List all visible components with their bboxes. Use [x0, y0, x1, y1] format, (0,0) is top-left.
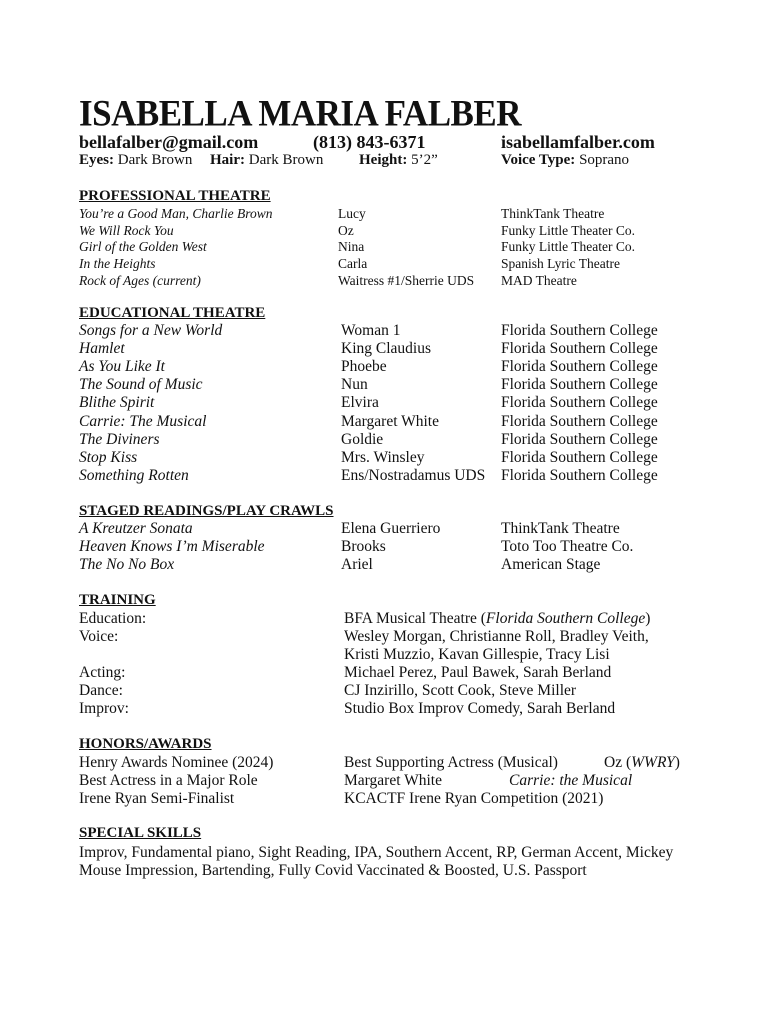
credit-show: A Kreutzer Sonata [79, 520, 193, 537]
eyes-label: Eyes: [79, 152, 114, 168]
training-value: CJ Inzirillo, Scott Cook, Steve Miller [344, 682, 577, 699]
section-heading-honors: HONORS/AWARDS [79, 736, 212, 752]
section-heading-training: TRAINING [79, 592, 156, 608]
email-link[interactable]: bellafalber@gmail.com [79, 132, 259, 152]
credit-show: The Diviners [79, 430, 160, 448]
credit-show: Songs for a New World [79, 322, 223, 339]
phone-number: (813) 843-6371 [313, 132, 426, 152]
training-label: Voice: [79, 628, 119, 645]
training-value: Studio Box Improv Comedy, Sarah Berland [344, 700, 616, 717]
award-role [604, 755, 680, 771]
paren: ) [674, 754, 680, 771]
credit-show: You’re a Good Man, Charlie Brown [79, 206, 273, 221]
training-label: Education: [79, 610, 147, 627]
credit-show: As You Like It [79, 358, 165, 376]
height-value: 5’2” [411, 152, 438, 168]
credit-venue: Florida Southern College [501, 358, 658, 376]
section-heading-staged: STAGED READINGS/PLAY CRAWLS [79, 503, 334, 519]
eyes-value: Dark Brown [117, 152, 193, 168]
credit-role: Phoebe [341, 358, 387, 376]
section-heading-professional: PROFESSIONAL THEATRE [79, 188, 271, 204]
training-value [344, 611, 650, 627]
training-label: Acting: [79, 664, 126, 681]
award-show: Carrie: the Musical [509, 772, 633, 789]
credit-show: Stop Kiss [79, 448, 138, 466]
credit-role: Nun [341, 376, 368, 394]
credit-show: Hamlet [79, 340, 125, 358]
credit-role: Goldie [341, 430, 384, 448]
credit-show: We Will Rock You [79, 222, 174, 238]
education-degree: BFA Musical Theatre ( [344, 610, 486, 627]
credit-venue: Florida Southern College [501, 448, 658, 466]
credit-role: Nina [338, 239, 365, 255]
award-name: Irene Ryan Semi-Finalist [79, 790, 235, 807]
voice-type-value: Soprano [579, 152, 630, 168]
credit-role: Ens/Nostradamus UDS [341, 466, 486, 484]
credit-role: Waitress #1/Sherrie UDS [338, 272, 475, 288]
credit-venue: Toto Too Theatre Co. [501, 538, 634, 555]
training-label: Dance: [79, 682, 123, 699]
skills-text: Improv, Fundamental piano, Sight Reading, IPA, Southern Accent, RP, German Accent, Mickey [79, 844, 674, 861]
credit-venue: Florida Southern College [501, 466, 658, 484]
credit-venue: MAD Theatre [501, 272, 577, 288]
credit-venue: Funky Little Theater Co. [501, 239, 635, 255]
credit-role: King Claudius [341, 340, 431, 358]
award-role: Margaret White [344, 772, 442, 789]
credit-venue: Funky Little Theater Co. [501, 222, 635, 238]
show: WWRY [631, 754, 675, 771]
award-name: Best Actress in a Major Role [79, 772, 258, 789]
credit-show: The No No Box [79, 556, 175, 573]
credit-role: Brooks [341, 538, 386, 555]
skills-text: Mouse Impression, Bartending, Fully Covid Vaccinated & Boosted, U.S. Passport [79, 862, 587, 879]
award-name: Henry Awards Nominee (2024) [79, 754, 274, 771]
hair-label: Hair: [210, 152, 245, 168]
credit-role: Oz [338, 222, 354, 238]
training-value: Kristi Muzzio, Kavan Gillespie, Tracy Lisi [344, 646, 610, 663]
award-event: KCACTF Irene Ryan Competition (2021) [344, 790, 604, 807]
credit-role: Margaret White [341, 412, 439, 430]
section-heading-educational: EDUCATIONAL THEATRE [79, 305, 266, 321]
training-value: Michael Perez, Paul Bawek, Sarah Berland [344, 664, 612, 681]
credit-role: Lucy [338, 206, 366, 221]
credit-show: Rock of Ages (current) [79, 272, 201, 288]
credit-venue: Florida Southern College [501, 412, 658, 430]
credit-venue: Florida Southern College [501, 376, 658, 394]
section-heading-skills: SPECIAL SKILLS [79, 825, 202, 841]
voice-type-label: Voice Type: [501, 152, 576, 168]
education-school: Florida Southern College [485, 610, 646, 627]
credit-venue: Florida Southern College [501, 394, 658, 412]
voice-type-attr [501, 153, 629, 168]
award-category: Best Supporting Actress (Musical) [344, 754, 558, 771]
height-label: Height: [359, 152, 408, 168]
credit-venue: Florida Southern College [501, 340, 658, 358]
role: Oz ( [604, 754, 632, 771]
credit-venue: Spanish Lyric Theatre [501, 256, 620, 272]
credit-venue: Florida Southern College [501, 322, 658, 339]
paren: ) [645, 610, 651, 627]
credit-role: Ariel [341, 556, 373, 573]
credit-show: Girl of the Golden West [79, 239, 207, 255]
resume-name: ISABELLA MARIA FALBER [79, 93, 522, 134]
training-label: Improv: [79, 700, 129, 717]
credit-role: Elena Guerriero [341, 520, 441, 537]
website-link[interactable]: isabellamfalber.com [501, 132, 655, 152]
credit-venue: ThinkTank Theatre [501, 206, 605, 221]
credit-venue: ThinkTank Theatre [501, 520, 620, 537]
credit-show: Heaven Knows I’m Miserable [79, 538, 265, 555]
eyes-attr [79, 153, 192, 168]
hair-attr [210, 153, 323, 168]
credit-role: Elvira [341, 394, 379, 412]
credit-venue: American Stage [501, 556, 601, 573]
credit-role: Woman 1 [341, 322, 401, 339]
hair-value: Dark Brown [248, 152, 324, 168]
credit-venue: Florida Southern College [501, 430, 658, 448]
credit-role: Carla [338, 256, 368, 272]
training-value: Wesley Morgan, Christianne Roll, Bradley Veith, [344, 628, 649, 645]
credit-show: Something Rotten [79, 466, 189, 484]
credit-role: Mrs. Winsley [341, 448, 425, 466]
credit-show: Carrie: The Musical [79, 412, 207, 430]
credit-show: Blithe Spirit [79, 394, 155, 412]
height-attr [359, 153, 438, 168]
credit-show: The Sound of Music [79, 376, 203, 394]
credit-show: In the Heights [79, 256, 156, 272]
